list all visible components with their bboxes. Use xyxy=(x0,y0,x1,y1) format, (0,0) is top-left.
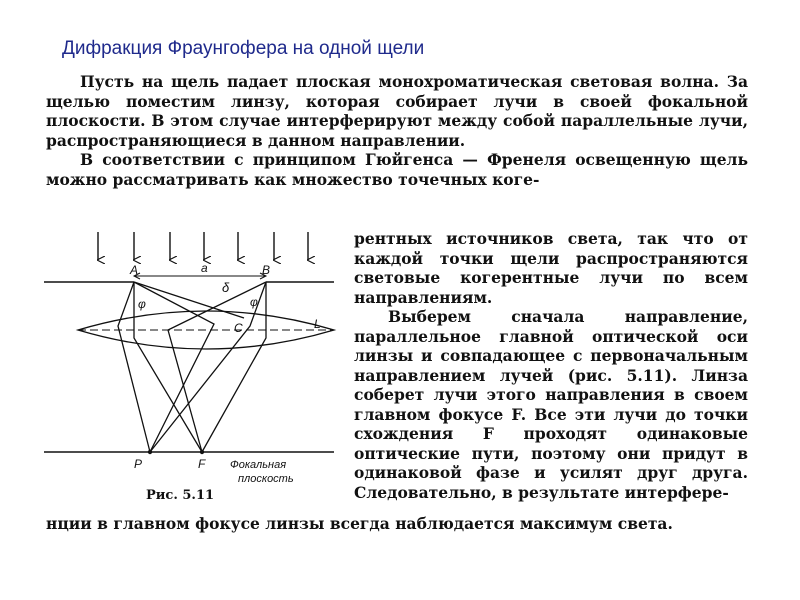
label-slit-width: a xyxy=(201,261,208,275)
incident-rays xyxy=(98,232,308,260)
point-p-dot xyxy=(148,450,152,454)
label-b-point: B xyxy=(262,263,271,277)
paragraph: нции в главном фокусе линзы всегда наблюдается максимум света. xyxy=(46,514,673,533)
label-focal-plane-1: Фокальная xyxy=(230,459,287,471)
label-a-point: A xyxy=(130,263,139,277)
paragraph: Пусть на щель падает плоская монохроматическая световая волна. За щелью поместим линзу, которая собирает лучи в своей фокальной плоскости. В этом случае интерферируют между собой параллельные лучи, распространяющиеся в данном направлении. xyxy=(46,72,748,150)
label-phi-right: φ xyxy=(250,295,258,309)
text-block-bottom xyxy=(46,514,748,534)
label-p-point: P xyxy=(134,457,143,471)
diffraction-figure xyxy=(38,226,338,492)
paragraph: В соответствии с принципом Гюйгенса — Френеля освещенную щель можно рассматривать как множество точечных коге- xyxy=(46,150,748,189)
label-delta: δ xyxy=(222,280,230,295)
point-f-dot xyxy=(200,450,204,454)
slide-title: Дифракция Фраунгофера на одной щели xyxy=(62,38,425,59)
text-block-right xyxy=(354,229,748,502)
label-c-point: C xyxy=(234,321,243,335)
diffraction-diagram xyxy=(38,226,338,488)
paragraph: рентных источников света, так что от каждой точки щели распространяются световые когерентные лучи по всем направлениям. xyxy=(354,229,748,307)
figure-caption: Рис. 5.11 xyxy=(146,488,215,503)
text-block-top xyxy=(46,72,748,189)
label-f-point: F xyxy=(198,457,206,471)
label-phi-left: φ xyxy=(138,297,146,311)
paragraph: Выберем сначала направление, параллельное главной оптической оси линзы и совпадающее с первоначальным направлением лучей (рис. 5.11). Линза соберет лучи этого направления в своем главном фокусе F. Все эти лучи до точки схождения F проходят одинаковые оптические пути, поэтому они придут в одинаковой фазе и усилят друг друга. Следовательно, в результате интерфере- xyxy=(354,307,748,502)
slit-width-marker xyxy=(134,273,266,279)
label-lens: L xyxy=(314,317,321,331)
label-focal-plane-2: плоскость xyxy=(238,473,294,485)
